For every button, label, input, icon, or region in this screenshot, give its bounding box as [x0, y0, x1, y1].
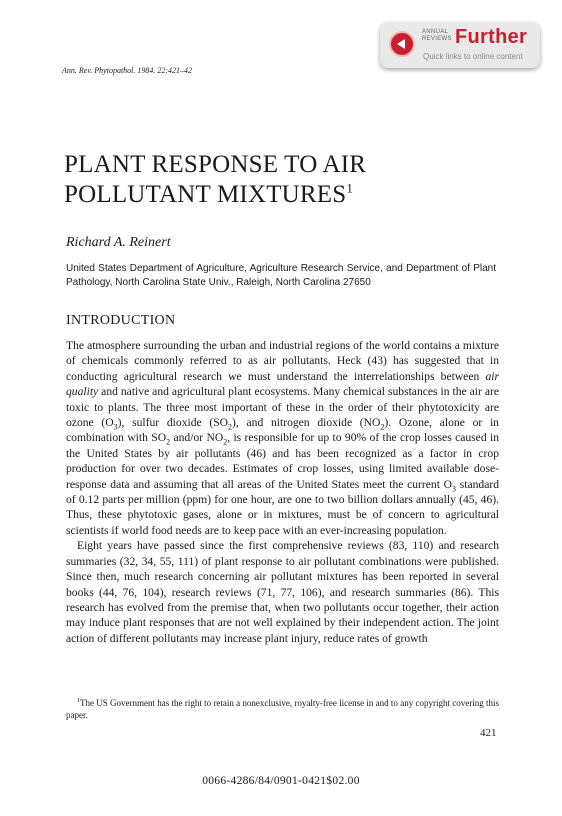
- section-heading: INTRODUCTION: [66, 313, 176, 328]
- badge-subtitle: Quick links to online content: [423, 52, 523, 61]
- author-affiliation: United States Department of Agriculture, Agriculture Research Service, and Department of Plant Pathology, North Carolina State Univ., Raleigh, North Carolina 27650: [66, 263, 496, 288]
- further-badge[interactable]: [380, 22, 540, 68]
- journal-citation: Ann. Rev. Phytopathol. 1984. 22:421–42: [62, 66, 193, 75]
- brand-line-2: REVIEWS: [422, 36, 452, 42]
- footnote-mark: 1: [77, 698, 80, 704]
- p1-emphasis: air quality: [66, 369, 499, 399]
- article-title: [64, 150, 504, 210]
- article-body: [66, 338, 499, 646]
- author-name: Richard A. Reinert: [66, 235, 171, 250]
- p1-text-f: and/or NO: [170, 431, 224, 445]
- back-arrow-icon[interactable]: [389, 31, 415, 57]
- p1-sub-4: 2: [166, 437, 171, 447]
- p1-sub-3: 2: [380, 422, 385, 432]
- p1-text-g: , is responsible for up to 90% of the crop losses caused in the United States by air pollutants (46) and has been recognized as a factor in crop production for over two decades. Estimates of crop losses, using limited available dose-response data and assuming that all areas of the United States meet the current O: [66, 431, 499, 491]
- p1-text-e: ). Ozone, alone or in combination with SO: [66, 416, 499, 445]
- title-footnote-mark: 1: [346, 180, 354, 196]
- title-line-1: PLANT RESPONSE TO AIR: [64, 151, 367, 178]
- p1-text-d: ), and nitrogen dioxide (NO: [232, 416, 381, 430]
- p1-sub-6: 3: [452, 483, 457, 493]
- p1-sub-2: 2: [228, 422, 233, 432]
- title-line-2: POLLUTANT MIXTURES: [64, 181, 347, 208]
- p1-sub-5: 2: [223, 437, 228, 447]
- footnote: [66, 697, 499, 721]
- p1-text-h: standard of 0.12 parts per million (ppm) for one hour, are one to two billion dollars annually (45, 46). Thus, these phytotoxic gases, alone or in mixtures, must be of concern to agricultural scientists if world food needs are to keep pace with an ever-increasing population.: [66, 477, 499, 537]
- paragraph-1: [66, 338, 499, 538]
- annual-reviews-brand: [422, 29, 452, 43]
- brand-line-1: ANNUAL: [422, 29, 449, 35]
- footnote-text: The US Government has the right to retain a nonexclusive, royalty-free license in and to any copyright covering this paper.: [66, 698, 499, 720]
- price-line: 0066-4286/84/0901-0421$02.00: [202, 775, 360, 787]
- page-number: 421: [480, 727, 497, 739]
- badge-title[interactable]: Further: [455, 26, 528, 48]
- p1-text-b: and native and agricultural plant ecosystems. Many chemical substances in the air are toxic to plants. The three most important of these in the order of their phytotoxicity are ozone (O: [66, 385, 499, 430]
- p1-sub-1: 3: [113, 422, 118, 432]
- paragraph-2: Eight years have passed since the first comprehensive reviews (83, 110) and research summaries (32, 34, 55, 111) of plant response to air pollutant combinations were published. Since then, much research concerning air pollutant mixtures has been reported in several books (44, 76, 104), research reviews (71, 77, 106), and research summaries (86). This research has evolved from the premise that, when two pollutants occur together, their action may induce plant responses that are not well explained by their independent action. The joint action of different pollutants may increase plant injury, reduce rates of growth: [66, 539, 499, 645]
- p1-text-c: ), sulfur dioxide (SO: [117, 416, 229, 430]
- p1-text-a: The atmosphere surrounding the urban and industrial regions of the world contains a mixture of chemicals commonly referred to as air pollutants. Heck (43) has suggested that in conducting agricultural research we must understand the interrelationships between: [66, 339, 499, 383]
